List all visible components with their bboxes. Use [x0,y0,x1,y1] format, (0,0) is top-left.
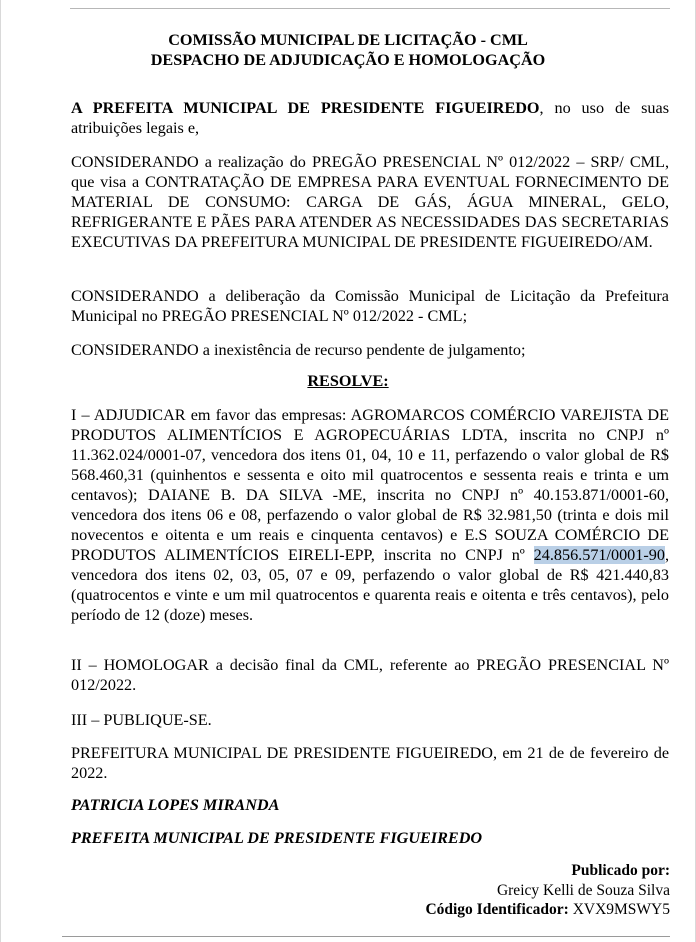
considerando-text: a deliberação da Comissão Municipal de Licitação da Prefeitura Municipal no PREGÃO PRESENCIAL Nº 012/2022 - CML; [71,287,669,325]
item2-text: II – HOMOLOGAR a decisão final da CML, referente ao PREGÃO PRESENCIAL Nº 012/2022. [71,656,669,694]
header-line-1: COMISSÃO MUNICIPAL DE LICITAÇÃO - CML [168,31,528,49]
identifier-line [425,900,670,920]
intro-rest: , no uso de suas atribuições legais e, [71,99,669,137]
publisher-name: Greicy Kelli de Souza Silva [496,881,670,899]
document-header [0,30,696,70]
signatory-name: PATRICIA LOPES MIRANDA [71,796,280,814]
considerando-text: a realização do PREGÃO PRESENCIAL Nº 012/2022 – SRP/ CML, que visa a CONTRATAÇÃO DE EMPRESA PARA EVENTUAL FORNECIMENTO DE MATERIAL DE CONSUMO: CARGA DE GÁS, ÁGUA MINERAL, GELO, REFRIGERANTE E PÃES PARA ATENDER AS NECESSIDADES DAS SECRETARIAS EXECUTIVAS DA PREFEITURA MUNICIPAL DE PRESIDENTE FIGUEIREDO/AM. [71,153,669,251]
closing-text: PREFEITURA MUNICIPAL DE PRESIDENTE FIGUEIREDO, em 21 de de fevereiro de 2022. [71,744,669,782]
item-publique [71,710,669,730]
top-divider [70,8,670,9]
item-adjudicar [71,405,669,625]
considerando-lead: CONSIDERANDO [71,287,199,305]
item1-text-1: I – ADJUDICAR em favor das empresas: AGROMARCOS COMÉRCIO VAREJISTA DE PRODUTOS ALIMENTÍCIOS E AGROPECUÁRIAS LDTA, inscrita no CNPJ nº 11.362.024/0001-07, vencedora dos itens 01, 04, 10 e 11, perfazendo o valor global de R$ 568.460,31 (quinhentos e sessenta e oito mil quatrocentos e sessenta reais e trinta e um centavos); DAIANE B. DA SILVA -ME, inscrita no CNPJ nº 40.153.871/0001-60, vencedora dos itens 06 e 08, perfazendo o valor global de R$ 32.981,50 (trinta e dois mil novecentos e oitenta e um reais e cinquenta centavos) e E.S SOUZA COMÉRCIO DE PRODUTOS ALIMENTÍCIOS EIRELI-EPP, inscrita no CNPJ nº [71,406,669,564]
item1-text-2: , vencedora dos itens 02, 03, 05, 07 e 09, perfazendo o valor global de R$ 421.440,83 (quatrocentos e vinte e um mil quatrocentos e quarenta reais e oitenta e três centavos), pelo período de 12 (doze) meses. [71,546,669,624]
considerando-1 [71,152,669,252]
closing-paragraph [71,743,669,783]
intro-paragraph [71,98,669,138]
considerando-lead: CONSIDERANDO [71,153,199,171]
signatory-title: PREFEITA MUNICIPAL DE PRESIDENTE FIGUEIREDO [71,829,483,847]
considerando-3 [71,340,669,360]
considerando-lead: CONSIDERANDO [71,341,199,359]
bottom-divider [62,936,670,937]
considerando-text: a inexistência de recurso pendente de julgamento; [198,341,526,359]
page-edge-left [0,0,1,942]
intro-bold: A PREFEITA MUNICIPAL DE PRESIDENTE FIGUEIREDO [71,99,540,117]
identifier-label: Código Identificador: [425,901,569,918]
resolve-heading: RESOLVE: [307,372,389,390]
item-homologar [71,655,669,695]
published-by-label: Publicado por: [571,862,670,879]
highlighted-cnpj: 24.856.571/0001-90 [533,546,665,564]
considerando-2 [71,286,669,326]
item3-text: III – PUBLIQUE-SE. [71,711,212,729]
header-line-2: DESPACHO DE ADJUDICAÇÃO E HOMOLOGAÇÃO [150,51,546,69]
identifier-code: XVX9MSWY5 [572,901,670,918]
publication-block [425,861,670,920]
